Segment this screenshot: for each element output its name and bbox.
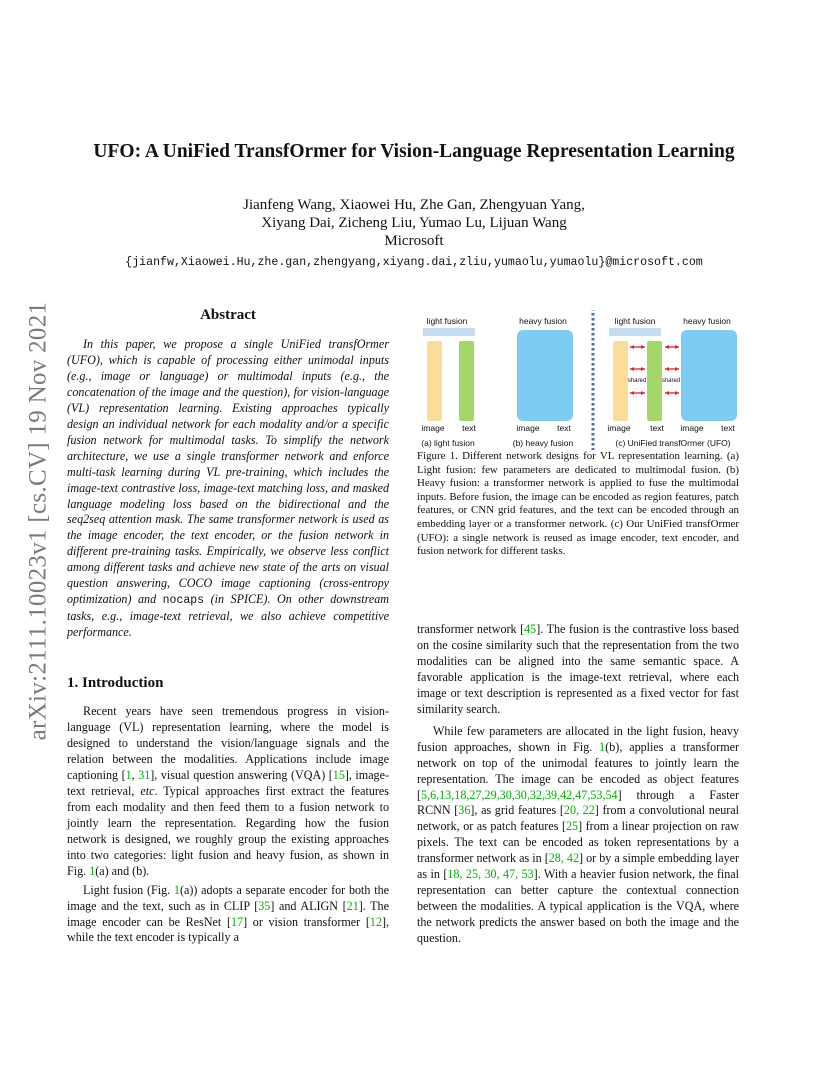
right-paragraph-1: transformer network [45]. The fusion is the contrastive loss based on the cosine similarity such that the representation from the two modalities can be aligned into the same semantic space. A favorable application is the image-text retrieval, where each image or text description is represented as a fixed vector for fast similarity search.: [417, 622, 739, 716]
fig-subcaption-a: (a) light fusion: [421, 438, 475, 448]
fusion-bar-a: [423, 328, 475, 336]
citation-link[interactable]: 5,6,13,18,27,29,30,30,32,39,42,47,53,54: [421, 787, 618, 802]
author-block: [0, 196, 828, 250]
fig-subcaption-c: (c) UniFied transfOrmer (UFO): [615, 438, 731, 448]
authors-line-1: Jianfeng Wang, Xiaowei Hu, Zhe Gan, Zhengyuan Yang,: [243, 197, 585, 213]
citation-link[interactable]: 36: [458, 803, 471, 818]
fig-label-text-c2: text: [721, 423, 735, 433]
paper-title: UFO: A UniFied TransfOrmer for Vision-Language Representation Learning: [93, 141, 735, 162]
fig-label-light-fusion-a: light fusion: [426, 316, 468, 326]
arxiv-stamp: arXiv:2111.10023v1 [cs.CV] 19 Nov 2021: [24, 301, 52, 741]
figure-1-caption: Figure 1. Different network designs for VL representation learning. (a) Light fusion: few parameters are dedicated to multimodal fusion. (b) Heavy fusion: a transformer network is applied to fuse the multimodal inputs. Before fusion, the image can be encoded as region features, patch features, or CNN grid features, and the text can be encoded through an embedding layer or a transformer network. (c) Our UniFied transfOrmer (UFO): a single network is reused as image encoder, text encoder, and fusion network for different tasks.: [417, 450, 739, 558]
nocaps-token: nocaps: [162, 594, 205, 608]
fig-label-image-c2: image: [680, 423, 704, 433]
fig-subcaption-b: (b) heavy fusion: [512, 438, 574, 448]
figure-link[interactable]: 1: [173, 882, 180, 897]
fig-label-text-b: text: [557, 423, 571, 433]
figure-1: [417, 310, 739, 450]
abstract-text: In this paper, we propose a single UniFied transfOrmer (UFO), which is capable of processing either unimodal inputs (e.g., image or language) or multimodal inputs (e.g., the concatenation of the image and the question), for vision-language (VL) representation learning. Existing approaches typically design an individual network for each modality and/or a specific fusion network for multimodal tasks. To simplify the network architecture, we use a single transformer network and enforce multi-task learning during VL pre-training, which includes the image-text contrastive loss, image-text matching loss, and masked language modeling loss based on the bidirectional and the seq2seq attention mask. The same transformer network is used as the image encoder, the text encoder, or the fusion network in different pre-training tasks. Empirically, we observe less conflict among different tasks and achieve new state of the arts on visual question answering, COCO image captioning (cross-entropy optimization) and nocaps (in SPICE). On other downstream tasks, e.g., image-text retrieval, we also achieve competitive performance.: [67, 337, 389, 640]
text-encoder-c: [647, 341, 662, 421]
section-heading-introduction: 1. Introduction: [67, 675, 164, 692]
citation-link[interactable]: 12: [369, 914, 382, 929]
text-encoder-a: [459, 341, 474, 421]
fusion-bar-c: [609, 328, 661, 336]
authors-line-2: Xiyang Dai, Zicheng Liu, Yumao Lu, Lijuan Wang: [261, 215, 567, 231]
right-column-body: [417, 622, 739, 950]
fig-label-shared-2: shared: [661, 378, 681, 384]
fig-label-text-c: text: [650, 423, 664, 433]
fig-label-shared-1: shared: [627, 378, 647, 384]
citation-link[interactable]: 25: [565, 819, 579, 834]
affiliation: Microsoft: [384, 233, 444, 249]
citation-link[interactable]: 17: [230, 914, 244, 929]
fig-label-light-fusion-c: light fusion: [614, 316, 656, 326]
heavy-fusion-block-c: [681, 330, 737, 421]
author-email: {jianfw,Xiaowei.Hu,zhe.gan,zhengyang,xiyang.dai,zliu,yumaolu,yumaolu}@microsoft.com: [125, 256, 703, 269]
citation-link[interactable]: 28, 42: [548, 851, 580, 866]
citation-link[interactable]: 15: [332, 767, 345, 782]
fig-label-image-a: image: [421, 423, 445, 433]
figure-link[interactable]: 1: [89, 863, 96, 878]
right-paragraph-2: While few parameters are allocated in the light fusion, heavy fusion approaches, shown in Fig. 1(b), applies a transformer network on top of the unimodal features to jointly learn the representation. The image can be encoded as object features [5,6,13,18,27,29,30,30,32,39,42,47,53,54] through a Faster RCNN [36], as grid features [20, 22] from a convolutional neural network, or as patch features [25] from a linear projection on raw pixels. The text can be encoded as token representations by a transformer network as in [28, 42] or by a simple embedding layer as in [18, 25, 30, 47, 53]. With a heavier fusion network, the final representation can better capture the contextual connection between the modalities. A typical application is the VQA, where the network predicts the answer based on both the image and the question.: [417, 723, 740, 946]
fig-label-heavy-fusion-b: heavy fusion: [519, 316, 567, 326]
citation-link[interactable]: 20, 22: [563, 803, 595, 818]
citation-link[interactable]: 18, 25, 30, 47, 53: [447, 867, 534, 882]
abstract-heading: Abstract: [200, 307, 256, 323]
right-column-top: [417, 310, 739, 559]
citation-link[interactable]: 35: [258, 898, 271, 913]
citation-link[interactable]: 31: [138, 767, 151, 782]
citation-link[interactable]: 1: [125, 767, 132, 782]
fig-label-image-c: image: [607, 423, 631, 433]
image-encoder-c: [613, 341, 628, 421]
heavy-fusion-block-b: [517, 330, 573, 421]
citation-link[interactable]: 45: [524, 622, 537, 636]
fig-label-text-a: text: [462, 423, 476, 433]
intro-paragraph-1: Recent years have seen tremendous progress in vision-language (VL) representation learning, where the model is designed to understand the vision/language signals and the relation between the modalities. Applications include image captioning [1, 31], visual question answering (VQA) [15], image-text retrieval, etc. Typical approaches first extract the features from each modality and then feed them to a fusion network to jointly learn the representation. Regarding how the fusion network is designed, we roughly group the existing approaches into two categories: light fusion and heavy fusion, as shown in Fig. 1(a) and (b).: [67, 704, 390, 878]
image-encoder-a: [427, 341, 442, 421]
intro-paragraph-2: Light fusion (Fig. 1(a)) adopts a separate encoder for both the image and the text, such as in CLIP [35] and ALIGN [21]. The image encoder can be ResNet [17] or vision transformer [12], while the text encoder is typically a: [67, 882, 390, 945]
fig-label-image-b: image: [516, 423, 540, 433]
figure-link[interactable]: 1: [599, 739, 606, 754]
left-column: [67, 307, 389, 949]
fig-label-heavy-fusion-c: heavy fusion: [683, 316, 731, 326]
citation-link[interactable]: 21: [346, 898, 359, 913]
